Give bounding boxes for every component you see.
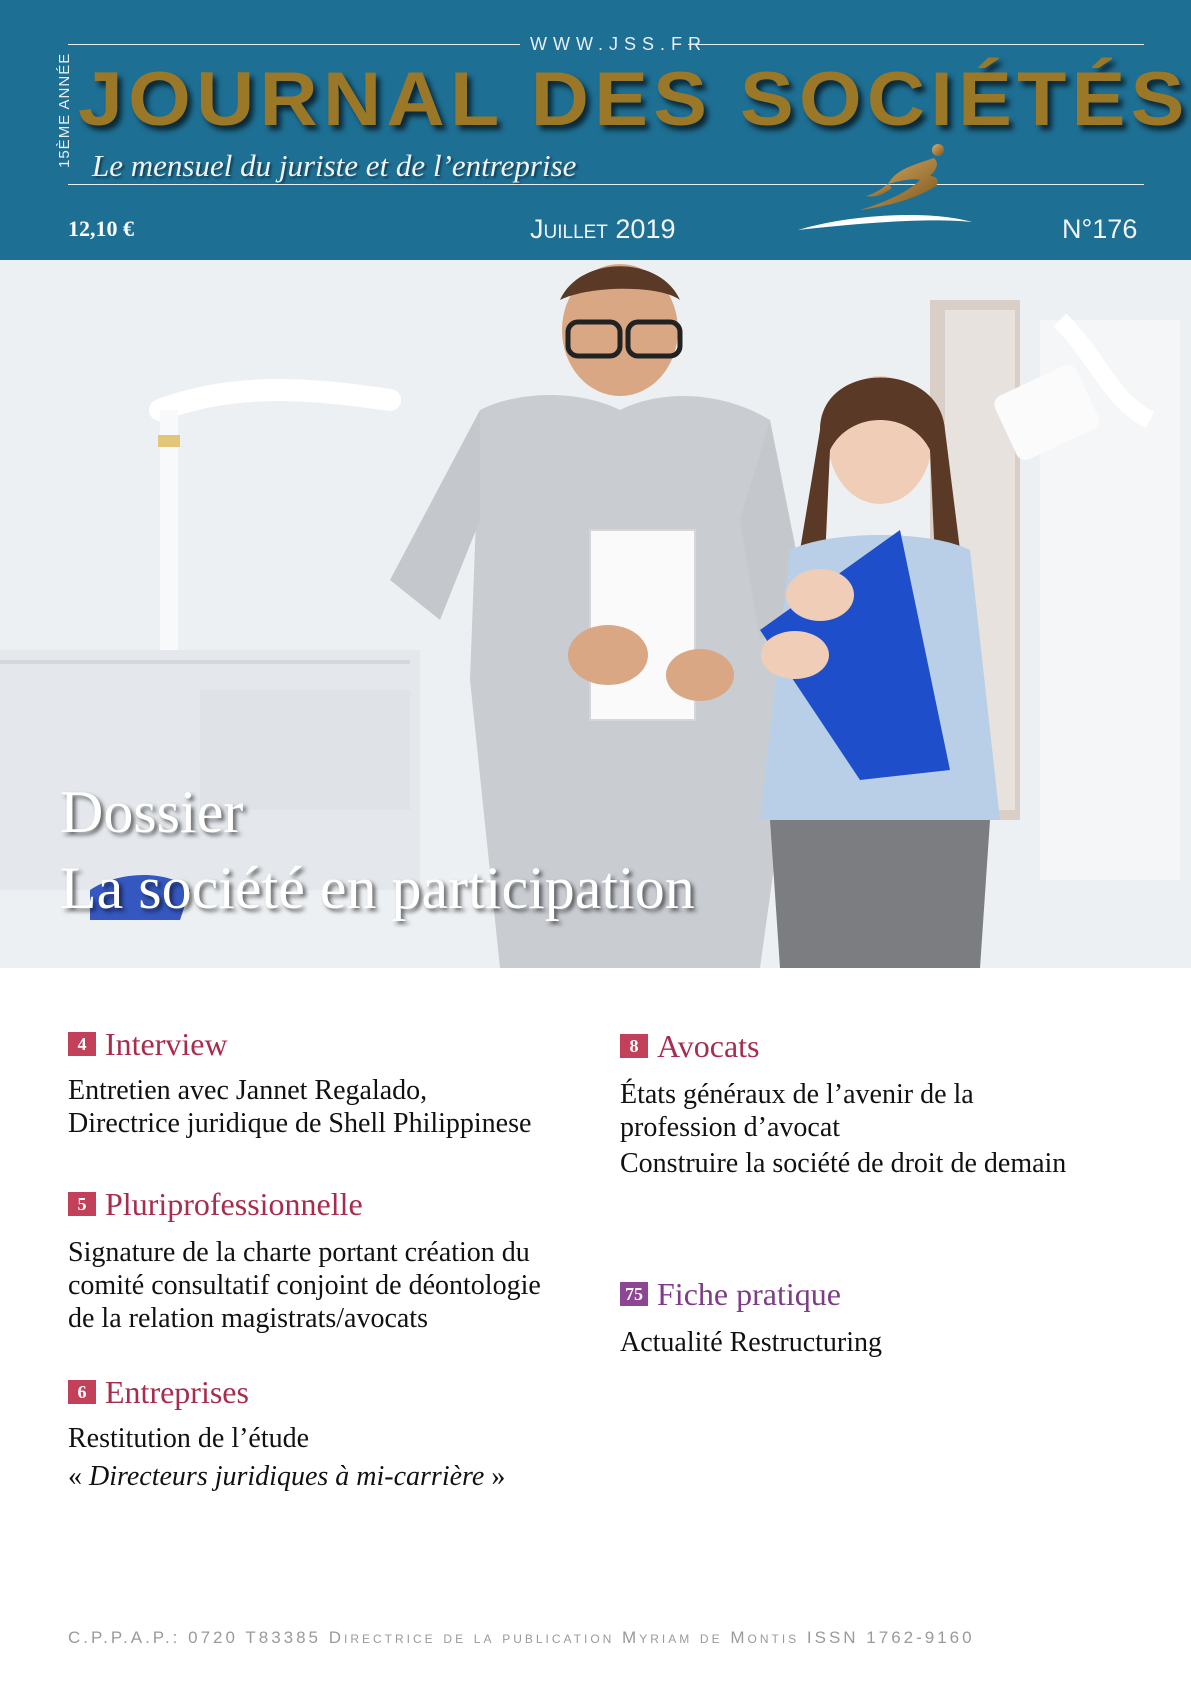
quote-text: Directeurs juridiques à mi-carrière: [89, 1461, 485, 1492]
section-interview[interactable]: [68, 1024, 531, 1140]
dossier-title: Dossier: [60, 779, 244, 845]
section-line: Actualité Restructuring: [620, 1327, 883, 1358]
section-title: Fiche pratique: [657, 1275, 841, 1312]
page-number-badge: 8: [620, 1034, 648, 1058]
section-line: États généraux de l’avenir de la: [620, 1079, 974, 1110]
section-fiche-pratique[interactable]: [620, 1274, 882, 1359]
section-heading: [620, 1274, 882, 1314]
quoted-study-title: [68, 1460, 505, 1493]
section-line: de la relation magistrats/avocats: [68, 1303, 428, 1334]
runner-logo-icon: [790, 140, 980, 240]
masthead: [0, 0, 1191, 260]
page-number-badge: 5: [68, 1192, 96, 1216]
section-line: Directrice juridique de Shell Philippinese: [68, 1108, 532, 1139]
section-line: Signature de la charte portant création du: [68, 1237, 530, 1268]
section-line: Construire la société de droit de demain: [620, 1148, 1067, 1179]
masthead-rule-bottom: [68, 184, 1144, 185]
section-entreprises[interactable]: [68, 1372, 505, 1493]
section-title: Interview: [105, 1025, 228, 1062]
cover-photo: [0, 260, 1191, 968]
section-avocats[interactable]: [620, 1026, 1066, 1180]
website-url[interactable]: WWW.JSS.FR: [530, 34, 707, 54]
quote-open: «: [68, 1461, 89, 1492]
quote-close: »: [484, 1461, 506, 1492]
tagline: Le mensuel du juriste et de l’entreprise: [92, 148, 577, 183]
section-heading: [620, 1026, 1066, 1066]
page-number-badge: 4: [68, 1032, 96, 1056]
section-title: Pluriprofessionnelle: [105, 1185, 363, 1222]
masthead-rule-right: [688, 44, 1144, 45]
edition-year: 15ÈME ANNÉE: [56, 52, 73, 168]
section-heading: [68, 1184, 541, 1224]
price: 12,10 €: [68, 216, 134, 241]
section-line: Entretien avec Jannet Regalado,: [68, 1075, 428, 1106]
section-title: Avocats: [657, 1027, 760, 1064]
section-line: Restitution de l’étude: [68, 1423, 310, 1454]
issue-date: Juillet 2019: [530, 214, 676, 244]
section-heading: [68, 1372, 505, 1412]
section-heading: [68, 1024, 531, 1064]
section-title: Entreprises: [105, 1373, 249, 1410]
page-number-badge: 75: [620, 1282, 648, 1306]
publication-footer: C.P.P.A.P.: 0720 T83385 Directrice de la publication Myriam de Montis ISSN 1762-9160: [68, 1628, 975, 1647]
page-number-badge: 6: [68, 1380, 96, 1404]
magazine-title: JOURNAL DES SOCIÉTÉS: [78, 57, 1190, 142]
dossier-subtitle: La société en participation: [60, 855, 695, 921]
masthead-rule-left: [68, 44, 520, 45]
section-line: comité consultatif conjoint de déontologie: [68, 1270, 541, 1301]
issue-number: N°176: [1062, 214, 1138, 244]
section-line: profession d’avocat: [620, 1112, 841, 1143]
section-pluriprofessionnelle[interactable]: [68, 1184, 541, 1335]
